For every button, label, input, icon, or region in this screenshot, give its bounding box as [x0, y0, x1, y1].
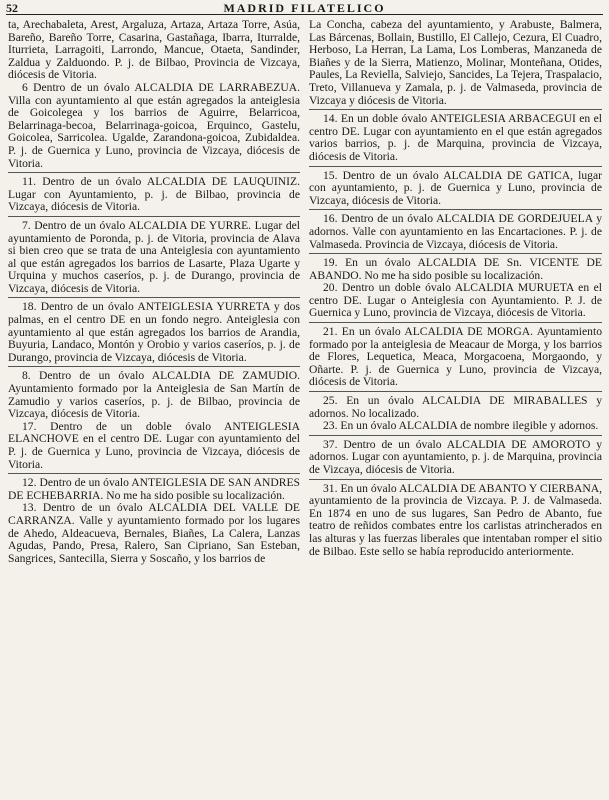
entry-paragraph: 31. En un óvalo ALCALDIA DE ABANTO Y CIERBANA, ayuntamiento de la provincia de Vizcaya. P. J. de Valmaseda. En 1874 en uno de sus lugares, San Pedro de Abanto, fue teatro de reñidos combates entre los carlistas atrincherados en las alturas y las fuerzas liberales que intentaban romper el sitio de Bilbao. Este sello se había reproducido anteriormente. — [309, 481, 602, 558]
left-column — [8, 19, 300, 797]
entry-paragraph: 17. Dentro de un doble óvalo ANTEIGLESIA ELANCHOVE en el centro DE. Lugar con ayuntamiento del P. j. de Guernica y Luno, provincia de Vizcaya, diócesis de Vitoria. — [8, 419, 300, 471]
divider — [309, 435, 602, 436]
divider — [309, 391, 602, 392]
entry-paragraph: 6 Dentro de un óvalo ALCALDIA DE LARRABEZUA. Villa con ayuntamiento al que están agregados la anteiglesia de Goicolegea y los barrios de Aguirre, Belarricoa, Belarrinaga-becoa, Belarrinaga-goicoa, Erquinco, Gastelu, Goicolea, Sarricolea. Ugalde, Zarandona-goicoa, Zubidaldea. P. j. de Guernica y Luno, provincia de Vizcaya, diócesis de Vitoria. — [8, 80, 300, 170]
divider — [8, 366, 300, 367]
entry-paragraph: 25. En un óvalo ALCALDIA DE MIRABALLES y adornos. No localizado. — [309, 394, 602, 420]
entry-paragraph: 8. Dentro de un óvalo ALCALDIA DE ZAMUDIO. Ayuntamiento formado por la Anteiglesia de San Martín de Zamudio y varios caseríos, p. j. de Bilbao, provincia de Vizcaya, diócesis de Vitoria. — [8, 369, 300, 421]
divider — [8, 297, 300, 298]
page-number: 52 — [6, 1, 18, 15]
divider — [309, 253, 602, 254]
entry-paragraph: 11. Dentro de un óvalo ALCALDIA DE LAUQUINIZ. Lugar con Ayuntamiento, p. j. de Bilbao, provincia de Vizcaya, diócesis de Vitoria. — [8, 175, 300, 214]
divider — [8, 216, 300, 217]
entry-paragraph: La Concha, cabeza del ayuntamiento, y Arabuste, Balmera, Las Bárcenas, Bollain, Bustillo, El Callejo, Cezura, El Cuadro, Herboso, La Herran, La Lama, Los Lomberas, Manzaneda de Biañes y de la Sierra, Matienzo, Molinar, Monteñana, Otides, Paules, La Reviella, Salviejo, Sancides, La Tejera, Traspalacio, Treto, Villanueva y Zamala, p. j. de Valmaseda, provincia de Vizcaya y diócesis de Vitoria. — [309, 19, 602, 107]
entry-paragraph: 37. Dentro de un óvalo ALCALDIA DE AMOROTO y adornos. Lugar con ayuntamiento, p. j. de Marquina, provincia de Vizcaya, diócesis de Vitoria. — [309, 437, 602, 476]
running-title: MADRID FILATELICO — [223, 1, 386, 15]
divider — [8, 473, 300, 474]
divider — [309, 166, 602, 167]
divider — [309, 322, 602, 323]
entry-paragraph: 14. En un doble óvalo ANTEIGLESIA ARBACEGUI en el centro DE. Lugar con ayuntamiento en el que están agregados varios barrios, p. j. de Marquina, provincia de Vizcaya, diócesis de Vitoria. — [309, 112, 602, 163]
right-column — [309, 19, 602, 797]
entry-paragraph: 7. Dentro de un óvalo ALCALDIA DE YURRE. Lugar del ayuntamiento de Poronda, p. j. de Vitoria, provincia de Alava si bien creo que se trata de una Anteiglesia con ayuntamiento al que están agregados los barrios de Lasarte, Plaza Ugarte y Urquina y muchos caseríos, p. j. de Durango, provincia de Vizcaya, diócesis de Vitoria. — [8, 218, 300, 295]
entry-paragraph: 16. Dentro de un óvalo ALCALDIA DE GORDEJUELA y adornos. Valle con ayuntamiento en las Encartaciones. P. j. de Valmaseda. Provincia de Vizcaya, diócesis de Vitoria. — [309, 212, 602, 251]
entry-paragraph: 20. Dentro un doble óvalo ALCALDIA MURUETA en el centro DE. Lugar o Anteiglesia con Ayuntamiento. P. J. de Guernica y Luno, provincia de Vizcaya, diócesis de Vitoria. — [309, 281, 602, 320]
page-header — [6, 0, 603, 15]
entry-paragraph: 21. En un óvalo ALCALDIA DE MORGA. Ayuntamiento formado por la anteiglesia de Meacaur de Morga, y los barrios de Flores, Lequetica, Meaca, Morgacoena, Morgaondo, y Oñarte. P. j. de Guernica y Luno, provincia de Vizcaya, diócesis de Vitoria. — [309, 325, 602, 389]
divider — [309, 109, 602, 110]
entry-paragraph: 23. En un óvalo ALCALDIA de nombre ilegible y adornos. — [323, 419, 599, 433]
entry-paragraph: 12. Dentro de un óvalo ANTEIGLESIA DE SAN ANDRES DE ECHEBARRIA. No me ha sido posible su localización. — [8, 476, 300, 502]
divider — [8, 172, 300, 173]
entry-paragraph: ta, Arechabaleta, Arest, Argaluza, Artaza, Artaza Torre, Asúa, Bareño, Bareño Torre, Casarina, Gastañaga, Ibarra, Iturralde, Iturrieta, Larragoiti, Larrondo, Mancue, Otaeta, Sandinder, Zaldua y Zalduondo. P. j. de Bilbao, Provincia de Vizcaya, diócesis de Vitoria. — [8, 19, 300, 82]
divider — [309, 209, 602, 210]
entry-paragraph: 15. Dentro de un óvalo ALCALDIA DE GATICA, lugar con ayuntamiento, p. j. de Guernica y Luno, provincia de Vizcaya, diócesis de Vitoria. — [309, 168, 602, 207]
entry-paragraph: 19. En un óvalo ALCALDIA DE Sn. VICENTE DE ABANDO. No me ha sido posible su localización. — [309, 256, 602, 282]
entry-paragraph: 18. Dentro de un óvalo ANTEIGLESIA YURRETA y dos palmas, en el centro DE en un fondo negro. Anteiglesia con ayuntamiento al que están agregados los barrios de Arandia, Buyuria, Landaco, Montón y Orobio y varios caseríos, p. j. de Durango, provincia de Vizcaya, diócesis de Vitoria. — [8, 300, 300, 364]
divider — [309, 479, 602, 480]
entry-paragraph: 13. Dentro de un óvalo ALCALDIA DEL VALLE DE CARRANZA. Valle y ayuntamiento formado por los lugares de Ahedo, Aldeacueva, Bernales, Biañes, La Calera, Lanzas Agudas, Pando, Presa, Ralero, San Cipriano, San Esteban, Sangrices, Santecilla, Sierra y Soscaño, y los barrios de — [8, 501, 300, 565]
